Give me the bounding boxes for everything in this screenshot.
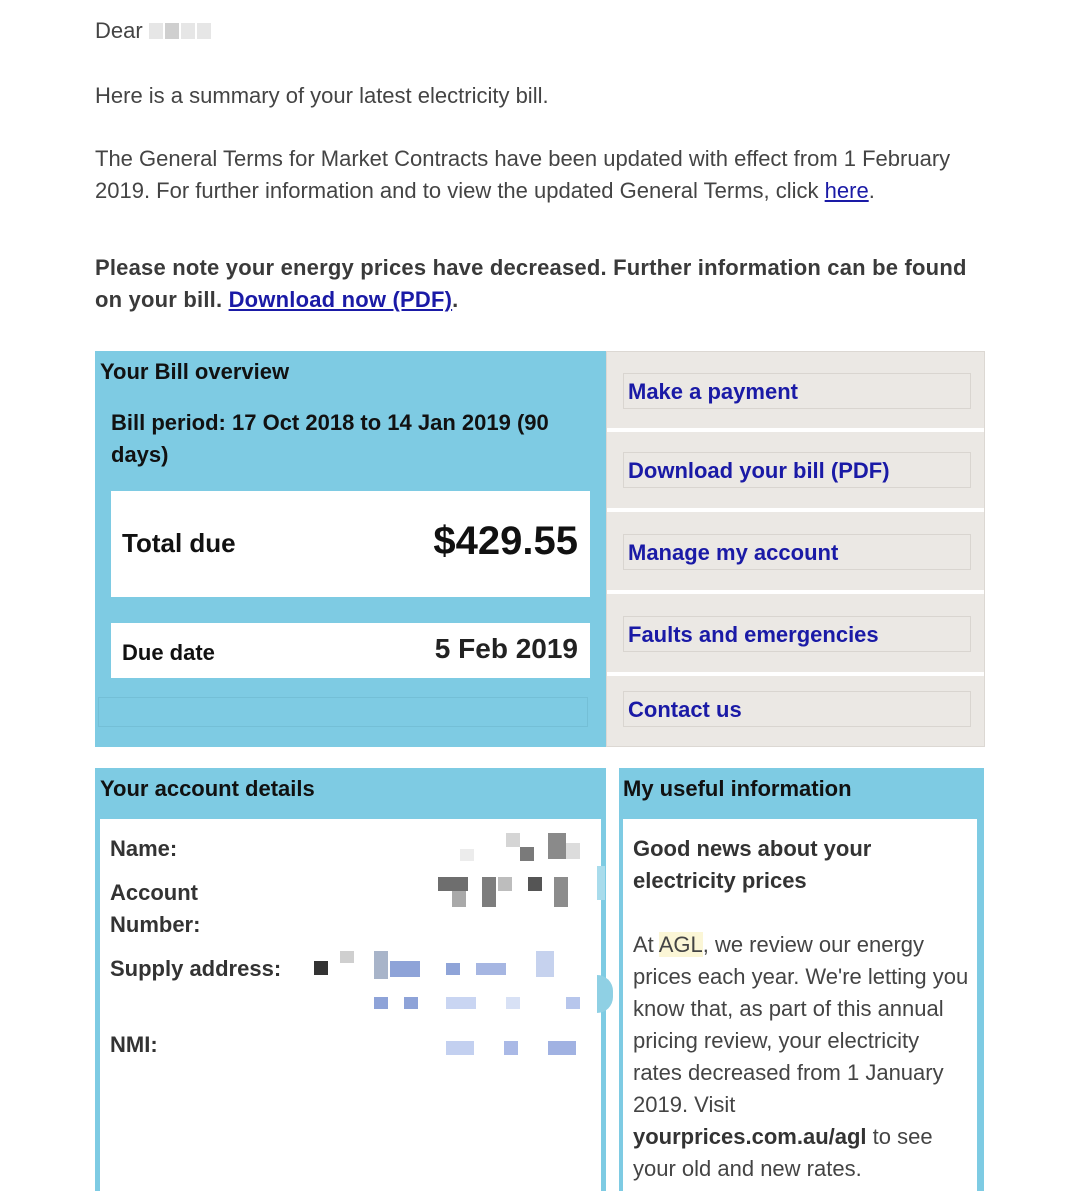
total-due-box	[111, 491, 590, 597]
useful-info-text	[633, 929, 973, 1185]
greeting-text: Dear	[95, 18, 143, 43]
manage-account-button[interactable]	[623, 534, 971, 570]
useful-info-heading: Good news about your electricity prices	[633, 836, 872, 893]
yourprices-link[interactable]: yourprices.com.au/agl	[633, 1124, 867, 1149]
contact-us-button[interactable]	[623, 691, 971, 727]
terms-text: The General Terms for Market Contracts have been updated with effect from 1 February 2019. For further information and to view the updated General Terms, click	[95, 146, 951, 203]
intro-text: Here is a summary of your latest electricity bill.	[95, 83, 549, 108]
divider	[607, 590, 984, 594]
contact-us-label: Contact us	[628, 697, 742, 722]
account-details-body	[100, 819, 601, 1191]
bill-overview-panel	[95, 351, 606, 747]
manage-account-label: Manage my account	[628, 540, 839, 565]
terms-paragraph	[95, 143, 980, 207]
due-date-label: Due date	[122, 640, 215, 665]
divider	[607, 672, 984, 676]
supply-address-label: Supply address:	[110, 956, 282, 981]
divider	[607, 508, 984, 512]
download-bill-button[interactable]	[623, 452, 971, 488]
overview-footer	[98, 697, 588, 727]
price-note-paragraph	[95, 252, 980, 316]
price-note-text: Please note your energy prices have decreased. Further information can be found on your bill.	[95, 255, 967, 312]
total-due-label: Total due	[122, 528, 236, 558]
account-number-label: Account Number:	[110, 880, 201, 937]
panel-edge-marker	[597, 975, 613, 1013]
make-payment-label: Make a payment	[628, 379, 798, 404]
download-bill-label: Download your bill (PDF)	[628, 458, 890, 483]
info-text-a: At	[633, 932, 659, 957]
panel-edge-marker	[597, 866, 605, 900]
useful-info-panel	[619, 768, 984, 1191]
divider	[607, 428, 984, 432]
name-label: Name:	[110, 836, 178, 861]
faults-emergencies-label: Faults and emergencies	[628, 622, 879, 647]
greeting	[95, 18, 213, 45]
download-pdf-link[interactable]: Download now (PDF)	[228, 287, 453, 312]
due-date-box	[111, 623, 590, 678]
useful-info-title: My useful information	[623, 776, 852, 801]
action-links-panel	[606, 351, 985, 747]
bill-period: Bill period: 17 Oct 2018 to 14 Jan 2019 (90 days)	[111, 410, 549, 467]
total-due-value: $429.55	[433, 519, 578, 563]
nmi-label: NMI:	[110, 1032, 158, 1057]
download-end: .	[452, 287, 459, 312]
agl-highlight: AGL	[658, 932, 703, 957]
redacted-recipient-name	[149, 19, 213, 45]
info-text-b: , we review our energy prices each year. We're letting you know that, as part of this annual pricing review, your electricity rates decreased from 1 January 2019. Visit	[633, 932, 969, 1117]
account-details-panel	[95, 768, 606, 1191]
terms-here-link[interactable]: here	[824, 178, 869, 203]
faults-emergencies-button[interactable]	[623, 616, 971, 652]
info-text-c: to see your old and new rates.	[633, 1124, 933, 1181]
account-details-title: Your account details	[100, 776, 315, 801]
make-payment-button[interactable]	[623, 373, 971, 409]
due-date-value: 5 Feb 2019	[434, 633, 578, 664]
useful-info-body	[623, 819, 977, 1191]
bill-overview-title: Your Bill overview	[100, 359, 290, 384]
terms-end: .	[868, 178, 875, 203]
